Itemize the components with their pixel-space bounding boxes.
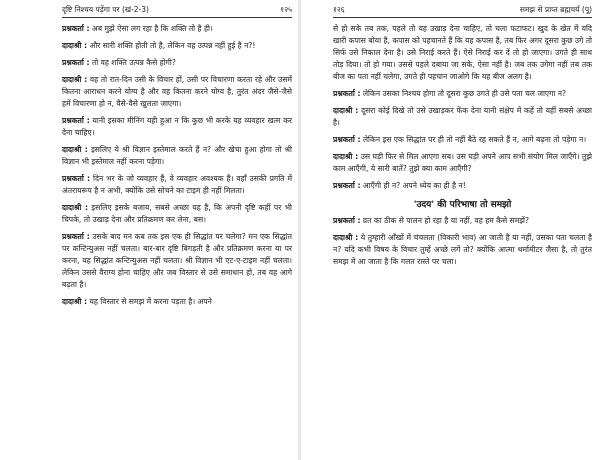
paragraph [333, 180, 592, 192]
paragraph [62, 40, 292, 52]
speaker-label: प्रश्नकर्ता : [62, 174, 91, 183]
paragraph-text: यह विस्तार से समझ में करना पड़ता है। अपने [87, 297, 212, 306]
right-page-number: १२६ [333, 5, 345, 14]
paragraph [62, 231, 292, 291]
paragraph [333, 232, 592, 268]
paragraph-text: तो वह शक्ति उत्पन्न कैसे होगी? [89, 58, 176, 67]
speaker-label: दादाश्री : [333, 233, 359, 242]
paragraph [62, 173, 292, 197]
paragraph-text: यानी इसका मीनिंग यही हुआ न कि कुछ भी करके यह व्यवहार खत्म कर देना चाहिए। [62, 116, 293, 137]
speaker-label: प्रश्नकर्ता : [333, 89, 361, 98]
paragraph [333, 134, 592, 146]
left-header-title: दृष्टि निश्चय पड़ेंगा पर (खं-2-3) [62, 5, 149, 14]
speaker-label: प्रश्नकर्ता : [62, 24, 90, 33]
paragraph-text: ये तुम्हारी आँखों में चंचलता (विकारी भाव) आ जाती है या नहीं, उसका पता चलता है न? यदि कभी विषय के विचार तुम्हें अच्छे लगें तो? क्योंकि आत्मा थर्मामीटर जैसा है, तो तुरंत समझ में आ जाता है कि गलत रास्ते पर चला। [333, 233, 592, 266]
paragraph-text: इसलिए इसके बजाय, सबसे अच्छा यह है, कि अपनी दृष्टि कहीं पर भी चिपके, तो उखाड़ देना और प्रतिक्रमण कर लेना, बस। [62, 203, 292, 224]
paragraph-text: आएँगी ही न? अपने ध्येय का ही है न! [360, 181, 466, 190]
paragraph-text: वह तो रात-दिन उसी के विचार हों, उसी पर विचारणा करता रहे और उसमें कितना आराधन करने योग्य है और वह कितना करने योग्य है, तुरंत अंदर जैसे-जैसे हमें विचारणा हो न, वैसे-वैसे खुलता जाएगा। [62, 75, 292, 108]
paragraph [333, 88, 592, 100]
speaker-label: प्रश्नकर्ता : [62, 58, 90, 67]
paragraph-text: इसलिए ये श्री विज्ञान इस्तेमाल करते हैं न? और खेचा हुआ होगा तो श्री विज्ञान भी इस्तेमाल नहीं करना पड़ेगा। [62, 145, 292, 166]
paragraph-text: लेकिन इस एक सिद्धांत पर ही तो नहीं बैठे रह सकते हैं न, आगे बढ़ना तो पड़ेगा न। [360, 135, 587, 144]
paragraph-text: व्रत का ठीक से पालन हो रहा है या नहीं, वह हम कैसे समझें? [360, 216, 530, 225]
paragraph-text: दिन भर के जो व्यवहार हैं, वे व्यवहार अवश्यक हैं। वहाँ उसकी प्रगति में अंतरायरूप है न अभी, क्योंकि उसे सोचने का टाइम ही नहीं मिलता। [62, 174, 292, 195]
left-page-header [62, 5, 292, 18]
speaker-label: प्रश्नकर्ता : [62, 232, 90, 241]
paragraph [62, 57, 292, 69]
paragraph [62, 74, 292, 110]
paragraph [333, 23, 592, 83]
right-page-body-top [333, 23, 592, 192]
paragraph [62, 202, 292, 226]
right-page-header [333, 5, 592, 18]
right-page [300, 0, 600, 460]
right-page-body-bottom [333, 215, 592, 268]
speaker-label: दादाश्री : [333, 152, 359, 161]
paragraph [62, 296, 292, 308]
paragraph [333, 151, 592, 175]
speaker-label: प्रश्नकर्ता : [62, 116, 90, 125]
paragraph-text: से हो सके तब तक, पहले तो यह उखाड़ देना चाहिए, तो चला फटाफट। खुद के खेत में यदि खारी कपास बोया है, कपास को पहचानते हैं कि यह कपास है, तब फिर अगर दूसरा कुछ उगे तो सिर्फ उसे निकाल देना है। उसे निराई करते हैं। ऐसे निराई कर दें तो हो जाएगा। उगते ही साथ तोड़ दिया। तो हो गया। उससे पहले दबाया जा सके, ऐसा नहीं है। जब तक उगेगा नहीं तब तक बीज का पता नहीं चलेगा, उगते ही पहचान जाओगे कि यह बीज अलग है। [333, 24, 592, 81]
paragraph-text: उस घड़ी फिर से मिल आएगा सब। उस घड़ी अपने आप सभी संयोग मिल जाएँगे। तुझे काम आएँगी, ये सारी बातें? तुझे क्या काम आएँगी? [333, 152, 592, 173]
paragraph-text: लेकिन उसका निश्चय होगा तो दूसरा कुछ उगते ही उसे पता चल जाएगा न? [360, 89, 567, 98]
speaker-label: प्रश्नकर्ता : [333, 135, 361, 144]
speaker-label: दादाश्री : [62, 203, 88, 212]
paragraph [62, 115, 292, 139]
paragraph-text: और सारी शक्ति होती तो है, लेकिन वह उत्पन्न नहीं हुई है न?! [87, 41, 256, 50]
paragraph [62, 23, 292, 35]
speaker-label: दादाश्री : [62, 145, 88, 154]
right-header-title: समझ से प्राप्त ब्रह्मचर्य (पू) [519, 5, 592, 14]
speaker-label: दादाश्री : [62, 75, 88, 84]
paragraph-text: अब मुझे ऐसा लग रहा है कि शक्ति तो है ही। [89, 24, 213, 33]
paragraph-text: दूसरा कोई दिखे तो उसे उखाड़कर फेंक देना यानी संक्षेप में कहें तो यहीं सबसे अच्छा है। [333, 106, 592, 127]
section-heading: 'उदय' की परिभाषा तो समझो [413, 200, 512, 210]
speaker-label: प्रश्नकर्ता : [333, 181, 361, 190]
speaker-label: दादाश्री : [62, 41, 88, 50]
speaker-label: प्रश्नकर्ता : [333, 216, 361, 225]
paragraph-text: उसके बाद मन कब तक इस एक ही सिद्धांत पर चलेगा? मन एक सिद्धांत पर कन्टिन्युअस नहीं चलता। बार-बार दृष्टि बिगड़ती है और प्रतिक्रमण करना या पर करना, यह सिद्धांत कन्टिन्युअस नहीं चलता। श्री विज्ञान भी एट-ए-टाइम नहीं चलता। लेकिन उससे वैराग्य होना चाहिए और जब विस्तार से उसे समाधान हो, तब वह आगे बढ़ता है। [62, 232, 293, 289]
paragraph [333, 215, 592, 227]
left-page-body [62, 23, 292, 308]
speaker-label: दादाश्री : [62, 297, 88, 306]
paragraph [62, 144, 292, 168]
left-page-number: १२५ [280, 5, 292, 14]
paragraph [333, 105, 592, 129]
speaker-label: दादाश्री : [333, 106, 359, 115]
